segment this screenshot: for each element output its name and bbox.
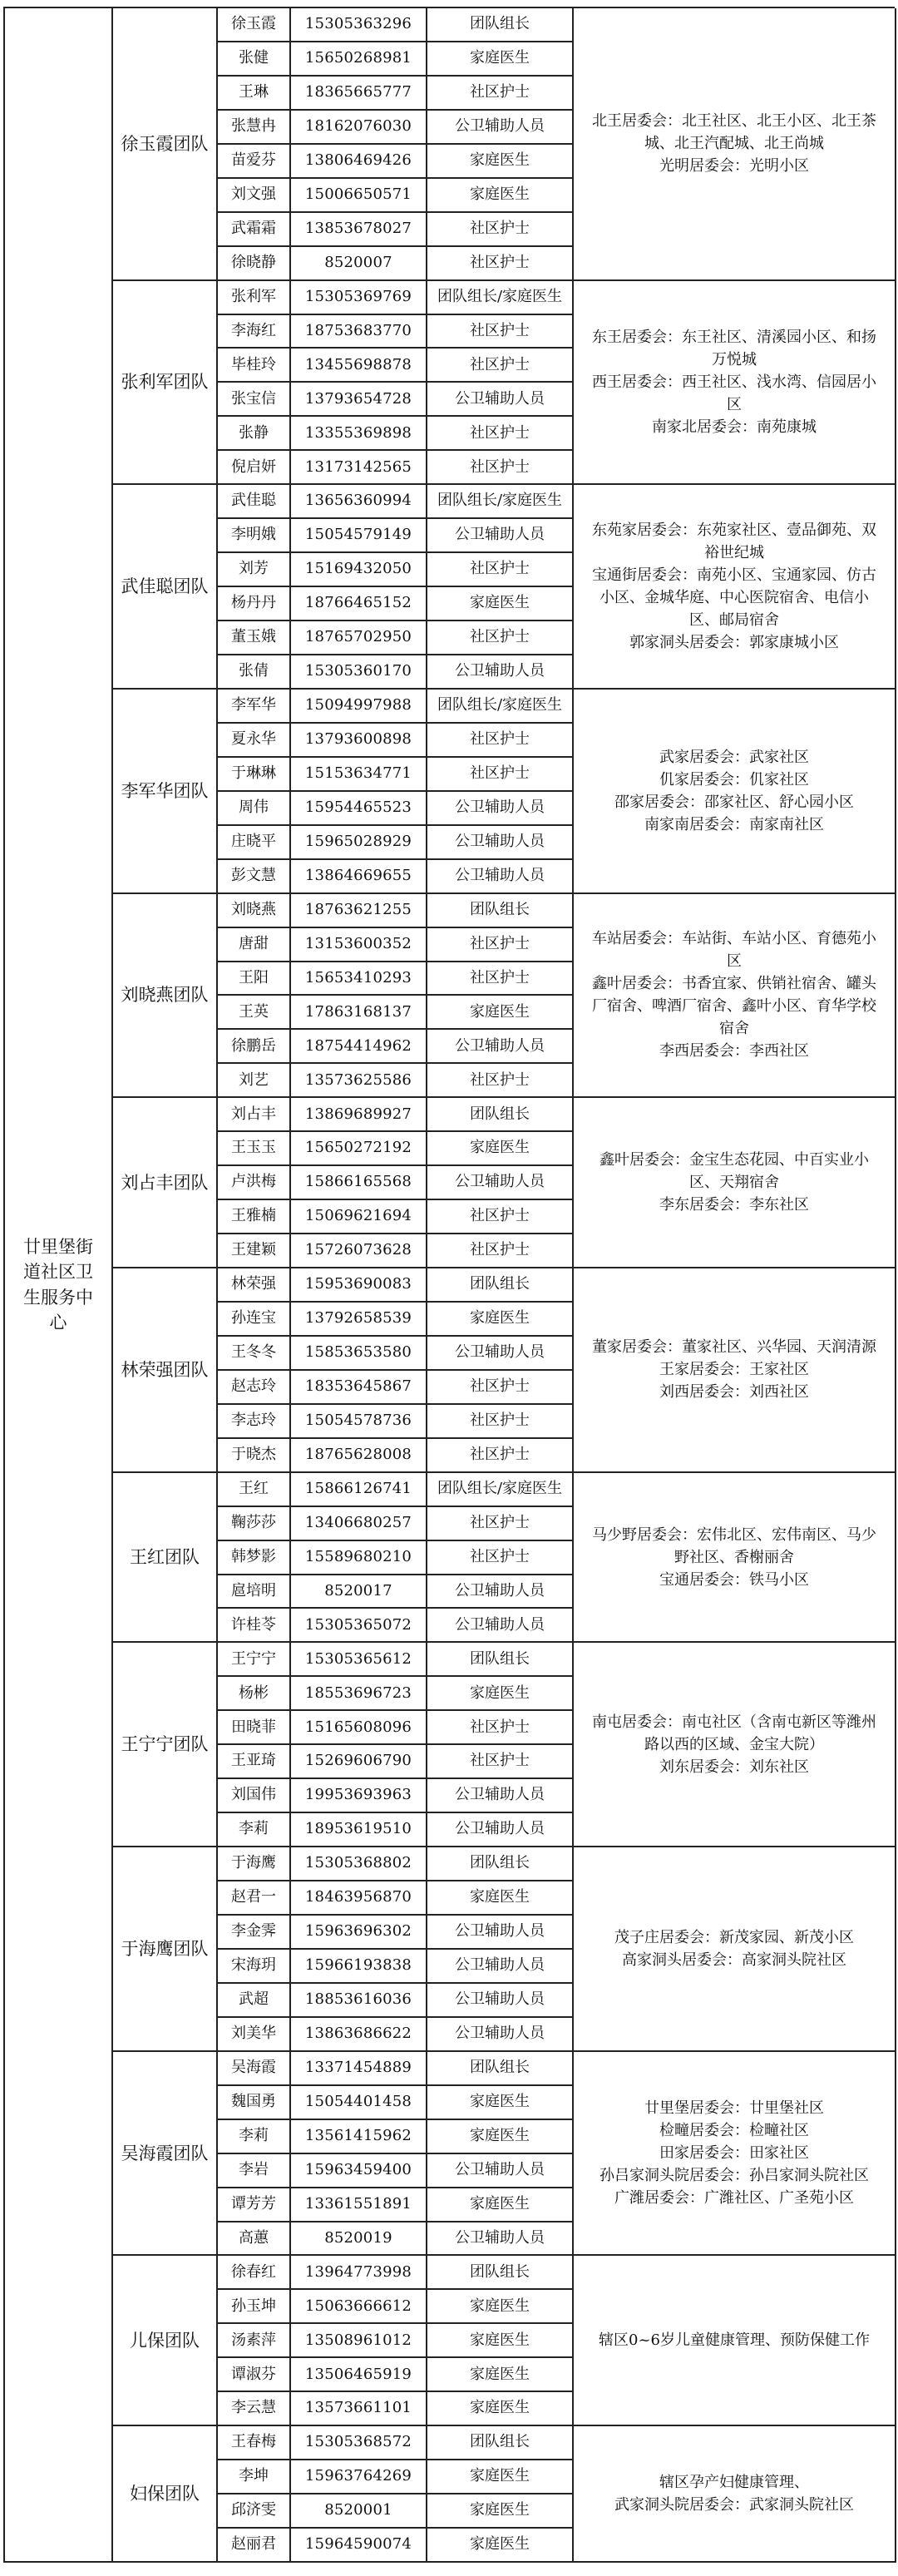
member-phone-cell: 15305363296	[291, 8, 427, 42]
service-area-line: 宝通居委会：铁马小区	[659, 1570, 809, 1589]
service-area-line: 李东居委会：李东社区	[659, 1196, 809, 1214]
member-phone-cell: 13573661101	[291, 2392, 427, 2426]
member-role-cell: 公卫辅助人员	[427, 1984, 574, 2018]
service-area-line: 茂子庄居委会：新茂家园、新茂小区	[614, 1928, 854, 1946]
member-phone-cell: 13863686622	[291, 2018, 427, 2052]
member-phone-cell: 15964590074	[291, 2529, 427, 2563]
member-phone-cell: 18853616036	[291, 1984, 427, 2018]
member-name-cell: 王阳	[218, 962, 291, 996]
service-area-line: 南家南居委会：南家南社区	[644, 815, 824, 833]
team-name-cell: 儿保团队	[113, 2256, 218, 2426]
member-phone-cell: 15953690083	[291, 1268, 427, 1303]
member-name-cell: 于晓杰	[218, 1439, 291, 1473]
member-phone-cell: 13806469426	[291, 145, 427, 179]
member-role-cell: 家庭医生	[427, 2188, 574, 2222]
member-name-cell: 高蕙	[218, 2222, 291, 2257]
member-role-cell: 社区护士	[427, 1064, 574, 1098]
member-phone-cell: 15054579149	[291, 519, 427, 553]
member-role-cell: 家庭医生	[427, 2324, 574, 2358]
member-role-cell: 社区护士	[427, 1745, 574, 1779]
member-role-cell: 社区护士	[427, 1200, 574, 1234]
member-phone-cell: 15853653580	[291, 1337, 427, 1371]
member-phone-cell: 15069621694	[291, 1200, 427, 1234]
service-area-line: 孙吕家洞头院居委会：孙吕家洞头院社区	[599, 2167, 869, 2185]
team-name-cell: 王红团队	[113, 1473, 218, 1644]
member-phone-cell: 13153600352	[291, 928, 427, 962]
member-name-cell: 赵志玲	[218, 1371, 291, 1405]
member-phone-cell: 15589680210	[291, 1541, 427, 1575]
member-role-cell: 团队组长/家庭医生	[427, 690, 574, 724]
member-phone-cell: 8520019	[291, 2222, 427, 2257]
member-phone-cell: 15963696302	[291, 1916, 427, 1950]
member-name-cell: 卢洪梅	[218, 1166, 291, 1200]
member-phone-cell: 13864669655	[291, 860, 427, 894]
member-name-cell: 王宁宁	[218, 1643, 291, 1677]
member-phone-cell: 15963459400	[291, 2154, 427, 2188]
member-phone-cell: 15954465523	[291, 792, 427, 826]
service-area-line: 检疃居委会：检疃社区	[659, 2122, 809, 2140]
service-area-line: 北王居委会：北王社区、北王小区、北王茶城、北王汽配城、北王尚城	[592, 112, 876, 153]
service-area-line: 刘东居委会：刘东社区	[659, 1758, 809, 1776]
member-role-cell: 公卫辅助人员	[427, 2018, 574, 2052]
member-name-cell: 刘晓燕	[218, 894, 291, 928]
member-phone-cell: 15165608096	[291, 1711, 427, 1745]
member-phone-cell: 13406680257	[291, 1507, 427, 1541]
member-name-cell: 王雅楠	[218, 1200, 291, 1234]
member-name-cell: 宋海玥	[218, 1950, 291, 1984]
member-name-cell: 倪启妍	[218, 451, 291, 485]
member-phone-cell: 15305368572	[291, 2426, 427, 2460]
member-role-cell: 公卫辅助人员	[427, 383, 574, 417]
member-role-cell: 公卫辅助人员	[427, 1916, 574, 1950]
member-role-cell: 社区护士	[427, 247, 574, 281]
service-area-cell	[574, 2052, 896, 2257]
member-phone-cell: 15269606790	[291, 1745, 427, 1779]
member-phone-cell: 13506465919	[291, 2358, 427, 2392]
member-phone-cell: 15169432050	[291, 553, 427, 587]
member-role-cell: 公卫辅助人员	[427, 519, 574, 553]
member-name-cell: 张静	[218, 417, 291, 451]
member-phone-cell: 15963764269	[291, 2460, 427, 2494]
member-phone-cell: 13561415962	[291, 2120, 427, 2154]
member-name-cell: 韩梦影	[218, 1541, 291, 1575]
team-name-cell: 武佳聪团队	[113, 485, 218, 690]
member-name-cell: 王英	[218, 996, 291, 1030]
member-name-cell: 李金霁	[218, 1916, 291, 1950]
member-role-cell: 家庭医生	[427, 2494, 574, 2529]
member-role-cell: 社区护士	[427, 315, 574, 349]
member-name-cell: 徐晓静	[218, 247, 291, 281]
member-name-cell: 徐春红	[218, 2256, 291, 2290]
member-role-cell: 社区护士	[427, 1234, 574, 1268]
member-role-cell: 团队组长	[427, 1268, 574, 1303]
member-name-cell: 彭文慧	[218, 860, 291, 894]
team-name-cell: 王宁宁团队	[113, 1643, 218, 1847]
service-area-line: 光明居委会：光明小区	[659, 157, 809, 176]
member-phone-cell: 17863168137	[291, 996, 427, 1030]
member-phone-cell: 13573625586	[291, 1064, 427, 1098]
member-name-cell: 李岩	[218, 2154, 291, 2188]
service-area-line: 宝通街居委会：南苑小区、宝通家园、仿古小区、金城华庭、中心医院宿舍、电信小区、邮局宿舍	[592, 566, 876, 630]
member-role-cell: 社区护士	[427, 928, 574, 962]
member-phone-cell: 13371454889	[291, 2052, 427, 2086]
member-phone-cell: 15054401458	[291, 2086, 427, 2120]
service-area-line: 邵家居委会：邵家社区、舒心园小区	[614, 793, 854, 811]
member-role-cell: 团队组长	[427, 894, 574, 928]
member-phone-cell: 18765702950	[291, 621, 427, 655]
member-name-cell: 王玉玉	[218, 1132, 291, 1166]
member-role-cell: 团队组长	[427, 2426, 574, 2460]
member-name-cell: 庄晓平	[218, 826, 291, 860]
team-name-cell: 刘晓燕团队	[113, 894, 218, 1099]
member-name-cell: 张健	[218, 42, 291, 77]
member-name-cell: 赵君一	[218, 1881, 291, 1916]
member-name-cell: 李志玲	[218, 1405, 291, 1439]
member-name-cell: 唐甜	[218, 928, 291, 962]
team-name-cell: 于海鹰团队	[113, 1847, 218, 2052]
member-phone-cell: 13508961012	[291, 2324, 427, 2358]
member-role-cell: 社区护士	[427, 758, 574, 792]
service-area-line: 田家居委会：田家社区	[659, 2144, 809, 2163]
member-role-cell: 公卫辅助人员	[427, 1030, 574, 1064]
member-role-cell: 家庭医生	[427, 1303, 574, 1337]
team-name-cell: 妇保团队	[113, 2426, 218, 2563]
member-role-cell: 社区护士	[427, 77, 574, 111]
member-name-cell: 武佳聪	[218, 485, 291, 519]
member-role-cell: 公卫辅助人员	[427, 1609, 574, 1643]
member-role-cell: 社区护士	[427, 451, 574, 485]
member-name-cell: 赵丽君	[218, 2529, 291, 2563]
member-role-cell: 公卫辅助人员	[427, 1779, 574, 1813]
team-name-cell: 李军华团队	[113, 690, 218, 894]
member-role-cell: 家庭医生	[427, 2086, 574, 2120]
member-phone-cell: 15006650571	[291, 179, 427, 213]
member-role-cell: 团队组长/家庭医生	[427, 1473, 574, 1507]
member-phone-cell: 15054578736	[291, 1405, 427, 1439]
service-area-cell	[574, 894, 896, 1099]
member-name-cell: 刘美华	[218, 2018, 291, 2052]
member-name-cell: 于琳琳	[218, 758, 291, 792]
member-name-cell: 王红	[218, 1473, 291, 1507]
service-area-cell	[574, 1098, 896, 1268]
member-role-cell: 社区护士	[427, 621, 574, 655]
member-role-cell: 社区护士	[427, 1507, 574, 1541]
member-phone-cell: 18754414962	[291, 1030, 427, 1064]
member-phone-cell: 15650272192	[291, 1132, 427, 1166]
member-role-cell: 公卫辅助人员	[427, 1166, 574, 1200]
member-phone-cell: 18353645867	[291, 1371, 427, 1405]
member-name-cell: 李军华	[218, 690, 291, 724]
service-area-line: 南屯居委会：南屯社区（含南屯新区等潍州路以西的区域、金宝大院）	[592, 1713, 876, 1753]
member-phone-cell: 18766465152	[291, 587, 427, 621]
team-name-cell: 林荣强团队	[113, 1268, 218, 1473]
member-name-cell: 李坤	[218, 2460, 291, 2494]
member-name-cell: 张宝信	[218, 383, 291, 417]
member-phone-cell: 15726073628	[291, 1234, 427, 1268]
member-name-cell: 王琳	[218, 77, 291, 111]
member-role-cell: 公卫辅助人员	[427, 655, 574, 690]
member-name-cell: 鞠莎莎	[218, 1507, 291, 1541]
service-area-line: 李西居委会：李西社区	[659, 1042, 809, 1061]
service-area-cell	[574, 2426, 896, 2563]
service-area-line: 王家居委会：王家社区	[659, 1361, 809, 1379]
team-name-cell: 张利军团队	[113, 281, 218, 486]
member-name-cell: 李莉	[218, 2120, 291, 2154]
member-name-cell: 董玉娥	[218, 621, 291, 655]
member-name-cell: 刘占丰	[218, 1098, 291, 1132]
service-area-line: 辖区孕产妇健康管理、	[659, 2474, 809, 2492]
member-phone-cell: 15966193838	[291, 1950, 427, 1984]
member-phone-cell: 13853678027	[291, 213, 427, 247]
member-role-cell: 家庭医生	[427, 2529, 574, 2563]
member-phone-cell: 15866126741	[291, 1473, 427, 1507]
member-name-cell: 徐鹏岳	[218, 1030, 291, 1064]
member-phone-cell: 19953693963	[291, 1779, 427, 1813]
member-phone-cell: 13455698878	[291, 349, 427, 383]
member-name-cell: 许桂苓	[218, 1609, 291, 1643]
service-area-line: 东苑家居委会：东苑家社区、壹品御苑、双裕世纪城	[592, 522, 876, 562]
member-name-cell: 吴海霞	[218, 2052, 291, 2086]
member-name-cell: 李莉	[218, 1813, 291, 1847]
service-area-line: 董家居委会：董家社区、兴华园、天润清源	[592, 1338, 876, 1357]
member-phone-cell: 8520007	[291, 247, 427, 281]
member-role-cell: 公卫辅助人员	[427, 792, 574, 826]
member-phone-cell: 15965028929	[291, 826, 427, 860]
member-role-cell: 社区护士	[427, 1439, 574, 1473]
member-role-cell: 公卫辅助人员	[427, 2154, 574, 2188]
service-area-cell	[574, 1643, 896, 1847]
service-area-cell	[574, 1847, 896, 2052]
service-area-line: 马少野居委会：宏伟北区、宏伟南区、马少野社区、香榭丽舍	[592, 1525, 876, 1566]
member-role-cell: 团队组长/家庭医生	[427, 281, 574, 315]
service-area-line: 鑫叶居委会：书香宜家、供销社宿舍、罐头厂宿舍、啤酒厂宿舍、鑫叶小区、育华学校宿舍	[592, 975, 876, 1038]
member-name-cell: 武霜霜	[218, 213, 291, 247]
member-name-cell: 王冬冬	[218, 1337, 291, 1371]
member-role-cell: 家庭医生	[427, 996, 574, 1030]
member-name-cell: 武超	[218, 1984, 291, 2018]
member-name-cell: 杨彬	[218, 1677, 291, 1711]
member-phone-cell: 15153634771	[291, 758, 427, 792]
member-name-cell: 刘艺	[218, 1064, 291, 1098]
member-name-cell: 王春梅	[218, 2426, 291, 2460]
member-role-cell: 公卫辅助人员	[427, 860, 574, 894]
member-name-cell: 王亚琦	[218, 1745, 291, 1779]
member-name-cell: 刘国伟	[218, 1779, 291, 1813]
member-name-cell: 张倩	[218, 655, 291, 690]
member-phone-cell: 15305360170	[291, 655, 427, 690]
service-area-line: 武家居委会：武家社区	[659, 748, 809, 766]
member-role-cell: 公卫辅助人员	[427, 2222, 574, 2257]
member-phone-cell: 15063666612	[291, 2290, 427, 2324]
service-area-line: 刘西居委会：刘西社区	[659, 1383, 809, 1402]
member-phone-cell: 13656360994	[291, 485, 427, 519]
member-role-cell: 社区护士	[427, 213, 574, 247]
member-name-cell: 苗爱芬	[218, 145, 291, 179]
member-role-cell: 公卫辅助人员	[427, 826, 574, 860]
member-role-cell: 团队组长	[427, 1643, 574, 1677]
member-phone-cell: 15305365072	[291, 1609, 427, 1643]
member-phone-cell: 13361551891	[291, 2188, 427, 2222]
member-role-cell: 团队组长	[427, 2256, 574, 2290]
service-area-cell	[574, 281, 896, 486]
member-phone-cell: 18365665777	[291, 77, 427, 111]
member-phone-cell: 15653410293	[291, 962, 427, 996]
member-name-cell: 张慧冉	[218, 111, 291, 145]
member-role-cell: 家庭医生	[427, 1881, 574, 1916]
member-phone-cell: 18463956870	[291, 1881, 427, 1916]
member-role-cell: 社区护士	[427, 417, 574, 451]
service-area-cell	[574, 485, 896, 690]
member-name-cell: 谭芳芳	[218, 2188, 291, 2222]
member-phone-cell: 8520001	[291, 2494, 427, 2529]
member-role-cell: 公卫辅助人员	[427, 111, 574, 145]
member-role-cell: 社区护士	[427, 1541, 574, 1575]
team-name-cell: 徐玉霞团队	[113, 8, 218, 281]
service-area-line: 郭家洞头居委会：郭家康城小区	[629, 634, 839, 652]
service-area-line: 广潍居委会：广潍社区、广圣苑小区	[614, 2189, 854, 2208]
member-name-cell: 张利军	[218, 281, 291, 315]
member-phone-cell: 13173142565	[291, 451, 427, 485]
member-role-cell: 社区护士	[427, 1405, 574, 1439]
member-role-cell: 团队组长	[427, 1847, 574, 1881]
member-name-cell: 林荣强	[218, 1268, 291, 1303]
member-role-cell: 团队组长/家庭医生	[427, 485, 574, 519]
service-area-cell	[574, 1473, 896, 1644]
team-name-cell: 刘占丰团队	[113, 1098, 218, 1268]
member-name-cell: 于海鹰	[218, 1847, 291, 1881]
member-phone-cell: 15650268981	[291, 42, 427, 77]
member-name-cell: 魏国勇	[218, 2086, 291, 2120]
member-role-cell: 家庭医生	[427, 2120, 574, 2154]
member-phone-cell: 15305368802	[291, 1847, 427, 1881]
service-area-cell	[574, 1268, 896, 1473]
member-name-cell: 孙玉坤	[218, 2290, 291, 2324]
member-name-cell: 谭淑芬	[218, 2358, 291, 2392]
member-phone-cell: 18753683770	[291, 315, 427, 349]
member-phone-cell: 13964773998	[291, 2256, 427, 2290]
service-area-line: 武家洞头院居委会：武家洞头院社区	[614, 2496, 854, 2514]
member-name-cell: 邱济雯	[218, 2494, 291, 2529]
member-name-cell: 刘芳	[218, 553, 291, 587]
member-phone-cell: 18162076030	[291, 111, 427, 145]
member-role-cell: 公卫辅助人员	[427, 1813, 574, 1847]
family-doctor-team-table	[3, 7, 895, 2563]
member-phone-cell: 13792658539	[291, 1303, 427, 1337]
team-name-cell: 吴海霞团队	[113, 2052, 218, 2257]
member-name-cell: 田晓菲	[218, 1711, 291, 1745]
member-name-cell: 徐玉霞	[218, 8, 291, 42]
member-phone-cell: 18765628008	[291, 1439, 427, 1473]
member-phone-cell: 15305365612	[291, 1643, 427, 1677]
member-name-cell: 杨丹丹	[218, 587, 291, 621]
member-role-cell: 家庭医生	[427, 1132, 574, 1166]
member-phone-cell: 18763621255	[291, 894, 427, 928]
member-role-cell: 社区护士	[427, 1371, 574, 1405]
member-phone-cell: 18553696723	[291, 1677, 427, 1711]
service-area-line: 高家洞头居委会：高家洞头院社区	[622, 1951, 846, 1969]
member-role-cell: 社区护士	[427, 349, 574, 383]
member-name-cell: 李明娥	[218, 519, 291, 553]
member-name-cell: 周伟	[218, 792, 291, 826]
member-role-cell: 家庭医生	[427, 1677, 574, 1711]
member-role-cell: 社区护士	[427, 553, 574, 587]
member-role-cell: 团队组长	[427, 1098, 574, 1132]
service-area-line: 鑫叶居委会：金宝生态花园、中百实业小区、天翔宿舍	[599, 1151, 869, 1192]
member-name-cell: 汤素萍	[218, 2324, 291, 2358]
member-name-cell: 夏永华	[218, 724, 291, 758]
member-phone-cell: 15305369769	[291, 281, 427, 315]
service-area-line: 东王居委会：东王社区、清溪园小区、和扬万悦城	[592, 328, 876, 368]
service-area-line: 辖区0~6岁儿童健康管理、预防保健工作	[599, 2331, 870, 2350]
member-name-cell: 毕桂玲	[218, 349, 291, 383]
member-role-cell: 家庭医生	[427, 2460, 574, 2494]
member-phone-cell: 15866165568	[291, 1166, 427, 1200]
service-center-cell: 廿里堡街道社区卫生服务中心	[5, 8, 113, 2563]
member-phone-cell: 18953619510	[291, 1813, 427, 1847]
member-role-cell: 社区护士	[427, 724, 574, 758]
service-area-line: 廿里堡居委会：廿里堡社区	[644, 2099, 824, 2118]
member-role-cell: 家庭医生	[427, 42, 574, 77]
member-role-cell: 公卫辅助人员	[427, 1950, 574, 1984]
member-role-cell: 家庭医生	[427, 2358, 574, 2392]
member-role-cell: 社区护士	[427, 962, 574, 996]
member-role-cell: 社区护士	[427, 1711, 574, 1745]
member-name-cell: 刘文强	[218, 179, 291, 213]
member-phone-cell: 13869689927	[291, 1098, 427, 1132]
member-role-cell: 家庭医生	[427, 2290, 574, 2324]
member-name-cell: 孙连宝	[218, 1303, 291, 1337]
member-phone-cell: 13793600898	[291, 724, 427, 758]
member-phone-cell: 15094997988	[291, 690, 427, 724]
member-phone-cell: 8520017	[291, 1575, 427, 1609]
service-area-line: 仉家居委会：仉家社区	[659, 770, 809, 789]
member-role-cell: 团队组长	[427, 8, 574, 42]
member-name-cell: 扈培明	[218, 1575, 291, 1609]
service-area-line: 西王居委会：西王社区、浅水湾、信园居小区	[592, 373, 876, 413]
member-role-cell: 家庭医生	[427, 145, 574, 179]
service-area-cell	[574, 2256, 896, 2426]
member-role-cell: 公卫辅助人员	[427, 1337, 574, 1371]
service-area-line: 南家北居委会：南苑康城	[652, 418, 817, 436]
service-area-cell	[574, 690, 896, 894]
member-name-cell: 李海红	[218, 315, 291, 349]
member-role-cell: 团队组长	[427, 2052, 574, 2086]
service-area-line: 车站居委会：车站街、车站小区、育德苑小区	[592, 930, 876, 971]
member-role-cell: 家庭医生	[427, 179, 574, 213]
member-role-cell: 家庭医生	[427, 587, 574, 621]
member-name-cell: 李云慧	[218, 2392, 291, 2426]
service-area-cell	[574, 8, 896, 281]
member-phone-cell: 13793654728	[291, 383, 427, 417]
member-role-cell: 家庭医生	[427, 2392, 574, 2426]
member-role-cell: 公卫辅助人员	[427, 1575, 574, 1609]
member-name-cell: 王建颖	[218, 1234, 291, 1268]
member-phone-cell: 13355369898	[291, 417, 427, 451]
